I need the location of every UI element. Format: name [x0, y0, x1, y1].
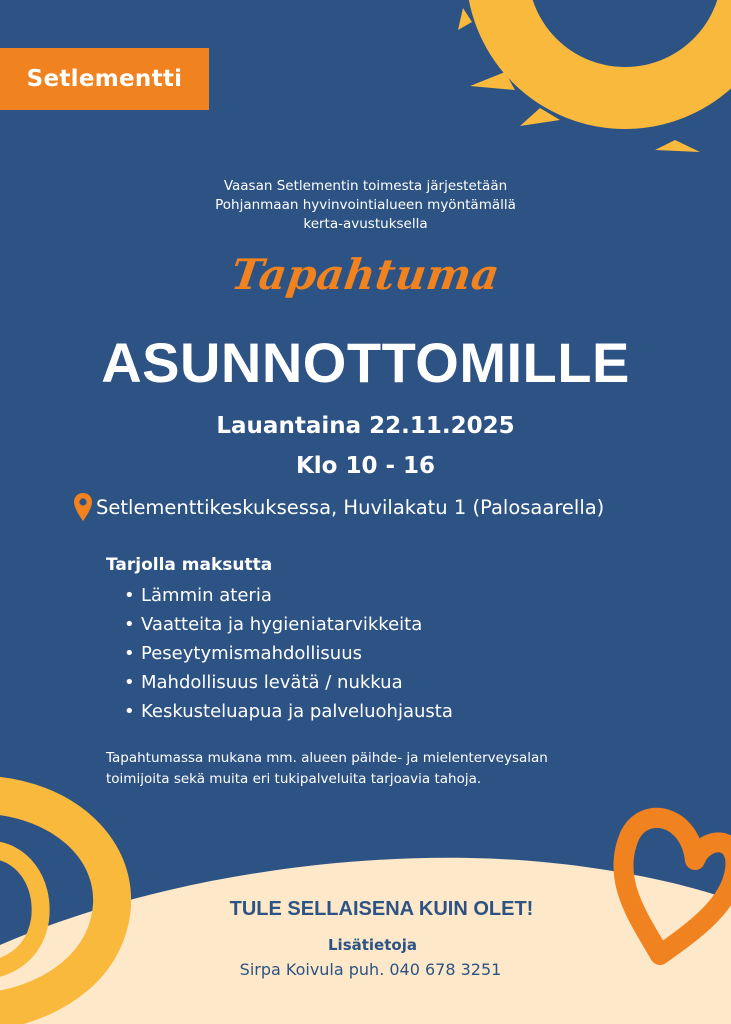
intro-line: kerta-avustuksella [303, 216, 428, 232]
event-headline: ASUNNOTTOMILLE [101, 331, 630, 394]
setlementti-logo: Setlementti [0, 48, 209, 110]
list-item: • Vaatteita ja hygieniatarvikkeita [124, 614, 423, 635]
event-script-title: Tapahtuma [228, 250, 503, 299]
offer-list [124, 581, 453, 726]
brush-ring-top-right [458, 0, 731, 152]
contact-info: Sirpa Koivula puh. 040 678 3251 [239, 960, 502, 979]
location-pin-icon [73, 492, 93, 522]
note-line: Tapahtumassa mukana mm. alueen päihde- ja mielenterveysalan [106, 750, 548, 766]
list-item: • Peseytymismahdollisuus [124, 643, 363, 664]
call-to-action: TULE SELLAISENA KUIN OLET! [229, 898, 534, 920]
event-time: Klo 10 - 16 [295, 453, 436, 479]
intro-line: Vaasan Setlementin toimesta järjestetään [223, 178, 508, 194]
list-item: • Mahdollisuus levätä / nukkua [124, 672, 403, 693]
event-date: Lauantaina 22.11.2025 [216, 413, 515, 439]
note-line: toimijoita sekä muita eri tukipalveluita tarjoavia tahoja. [106, 771, 482, 787]
organizer-intro [140, 177, 591, 234]
event-location [73, 490, 604, 524]
location-text: Setlementtikeskuksessa, Huvilakatu 1 (Palosaarella) [96, 495, 605, 519]
intro-line: Pohjanmaan hyvinvointialueen myöntämällä [215, 197, 516, 213]
participants-note [106, 748, 666, 790]
more-info-title: Lisätietoja [328, 936, 417, 954]
list-item: • Lämmin ateria [124, 585, 272, 606]
offer-title: Tarjolla maksutta [106, 555, 273, 575]
list-item: • Keskusteluapua ja palveluohjausta [124, 701, 453, 722]
